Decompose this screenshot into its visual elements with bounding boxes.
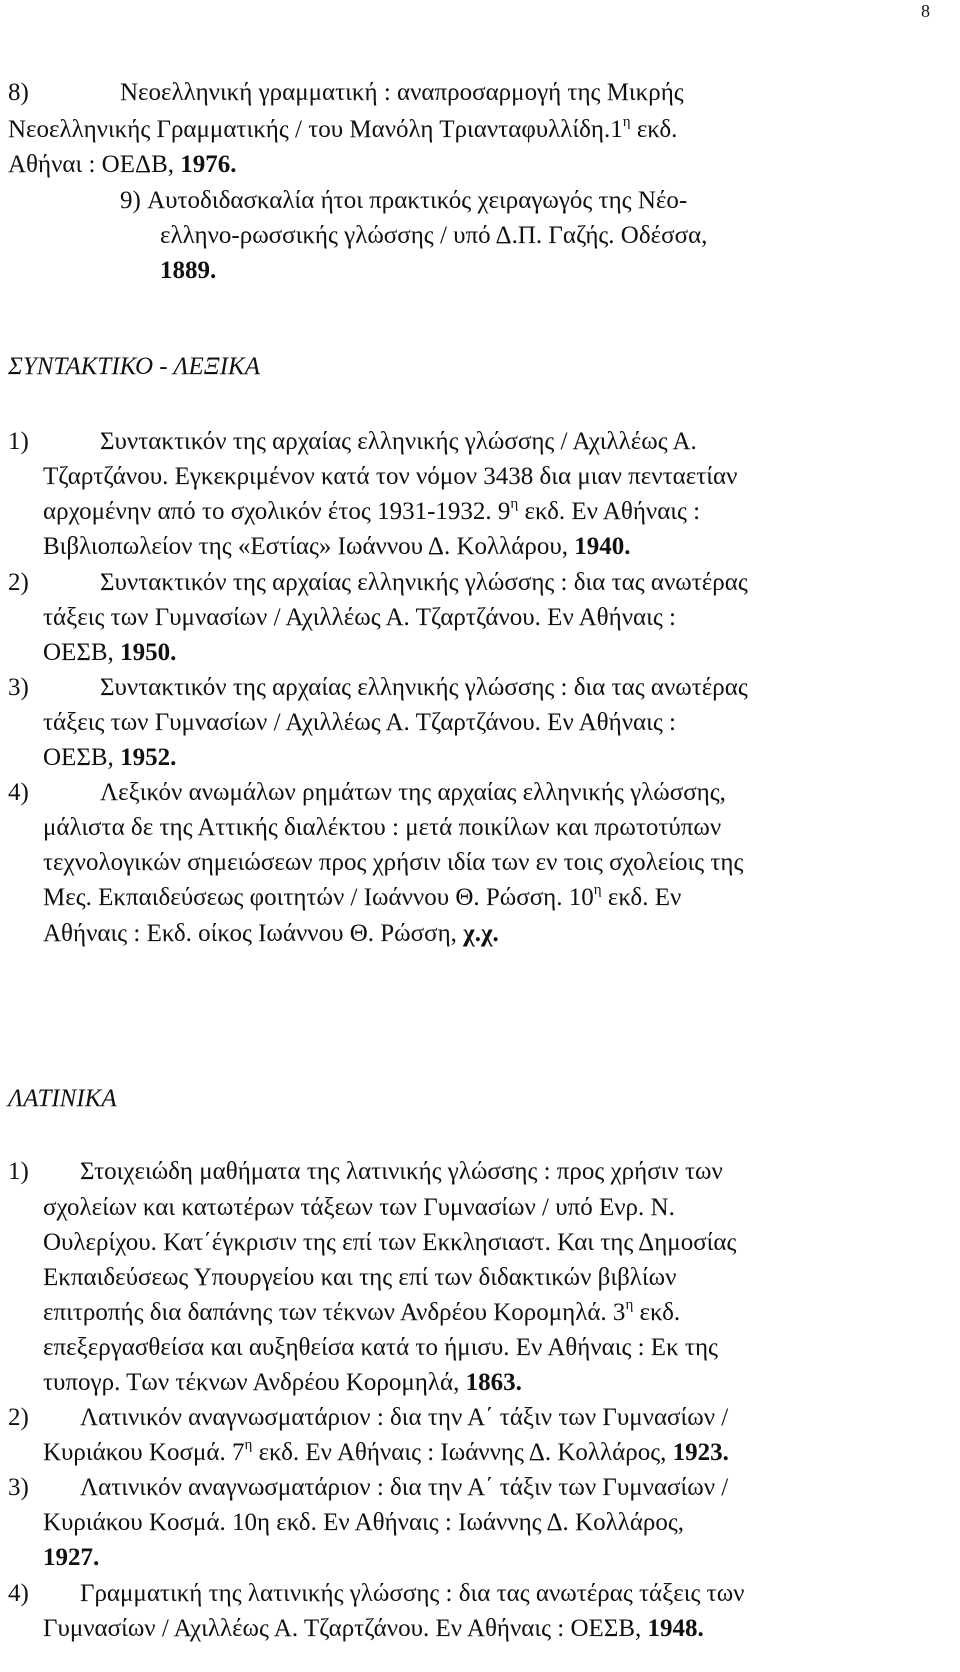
entry-number: 4) xyxy=(8,1580,29,1607)
entry-line: Κυριάκου Κοσμά. $7^\eta$ εκδ. Εν Αθήναις : Ιωάννης Δ. Κολλάρος, 1923. xyxy=(43,1437,729,1466)
entry-year: 1950. xyxy=(120,639,177,666)
entry-line: Γραμματική της λατινικής γλώσσης : δια τας ανωτέρας τάξεις των xyxy=(80,1580,745,1607)
entry-line: τεχνολογικών σημειώσεων προς χρήσιν ιδία των εν τοις σχολείοις της xyxy=(43,849,744,876)
entry-year: 1923. xyxy=(672,1439,729,1466)
entry-line: σχολείων και κατωτέρων τάξεων των Γυμνασίων / υπό Ενρ. Ν. xyxy=(43,1194,675,1221)
entry-line: ΟΕΣΒ, 1950. xyxy=(43,639,177,666)
entry-line: Λατινικόν αναγνωσματάριον : δια την Α΄ τάξιν των Γυμνασίων / xyxy=(80,1474,729,1501)
section-heading-syntax: ΣΥΝΤΑΚΤΙΚΟ - ΛΕΞΙΚΑ xyxy=(8,353,261,380)
entry-number: 2) xyxy=(8,569,29,596)
entry-line: επιτροπής δια δαπάνης των τέκνων Ανδρέου Κορομηλά. $3^\eta$ εκδ. xyxy=(43,1297,681,1326)
entry-line: Ουλερίχου. Κατ΄έγκρισιν της επί των Εκκλησιαστ. Και της Δημοσίας xyxy=(43,1229,737,1256)
section-heading-latin: ΛΑΤΙΝΙΚΑ xyxy=(8,1085,117,1112)
entry-year: 1863. xyxy=(465,1369,522,1396)
entry-line: Νεοελληνικής Γραμματικής / του Μανόλη $T\rho\iota\alpha\nu\tau\alpha\varphi\upsilon\lambda\lambda ί\delta\eta.1^\eta$ εκδ. xyxy=(8,114,678,143)
entry-year: 1889. xyxy=(160,257,217,284)
entry-year: 1948. xyxy=(647,1615,704,1642)
entry-line: τάξεις των Γυμνασίων / Αχιλλέως Α. Τζαρτζάνου. Εν Αθήναις : xyxy=(43,604,676,631)
entry-line xyxy=(43,1541,99,1575)
entry-number: 4) xyxy=(8,779,29,806)
entry-line: Γυμνασίων / Αχιλλέως Α. Τζαρτζάνου. Εν Αθήναις : ΟΕΣΒ, 1948. xyxy=(43,1615,704,1642)
entry-line: επεξεργασθείσα και αυξηθείσα κατά το ήμισυ. Εν Αθήναις : Εκ της xyxy=(43,1334,718,1361)
entry-line: Νεοελληνική γραμματική : αναπροσαρμογή της Μικρής xyxy=(120,79,684,106)
entry-line: ελληνο-ρωσσικής γλώσσης / υπό Δ.Π. Γαζής. Οδέσσα, xyxy=(160,222,708,249)
entry-line: ΟΕΣΒ, 1952. xyxy=(43,744,177,771)
entry-line: μάλιστα δε της Αττικής διαλέκτου : μετά ποικίλων και πρωτοτύπων xyxy=(43,814,722,841)
entry-line: Εκπαιδεύσεως Υπουργείου και της επί των διδακτικών βιβλίων xyxy=(43,1264,677,1291)
entry-line: Συντακτικόν της αρχαίας ελληνικής γλώσσης / Αχιλλέως Α. xyxy=(100,428,697,455)
entry-year: χ.χ. xyxy=(463,920,499,947)
entry-line: Αθήναι : ΟΕΔΒ, 1976. xyxy=(8,151,237,178)
entry-line: Συντακτικόν της αρχαίας ελληνικής γλώσσης : δια τας ανωτέρας xyxy=(100,674,748,701)
entry-line: Στοιχειώδη μαθήματα της λατινικής γλώσσης : προς χρήσιν των xyxy=(80,1158,723,1185)
entry-line: τάξεις των Γυμνασίων / Αχιλλέως Α. Τζαρτζάνου. Εν Αθήναις : xyxy=(43,709,676,736)
entry-line: Συντακτικόν της αρχαίας ελληνικής γλώσσης : δια τας ανωτέρας xyxy=(100,569,748,596)
entry-number: 8) xyxy=(8,79,29,106)
entry-year: 1976. xyxy=(180,151,237,178)
entry-line: 9) Αυτοδιδασκαλία ήτοι πρακτικός χειραγωγός της Νέο- xyxy=(120,187,688,214)
entry-line: Μες. Εκπαιδεύσεως φοιτητών / Ιωάννου Θ. Ρώσση. $10^\eta$ εκδ. Εν xyxy=(43,882,682,911)
entry-year: 1940. xyxy=(574,533,631,560)
entry-number: 1) xyxy=(8,428,29,455)
entry-number: 1) xyxy=(8,1158,29,1185)
entry-line: Λατινικόν αναγνωσματάριον : δια την Α΄ τάξιν των Γυμνασίων / xyxy=(80,1404,729,1431)
entry-number: 3) xyxy=(8,1474,29,1501)
entry-line xyxy=(160,254,216,288)
entry-line: Τζαρτζάνου. Εγκεκριμένον κατά τον νόμον 3438 δια μιαν πενταετίαν xyxy=(43,463,738,490)
entry-line: Λεξικόν ανωμάλων ρημάτων της αρχαίας ελληνικής γλώσσης, xyxy=(100,779,726,806)
entry-year: 1927. xyxy=(43,1544,100,1571)
entry-year: 1952. xyxy=(120,744,177,771)
entry-line: Αθήναις : Εκδ. οίκος Ιωάννου Θ. Ρώσση, χ.χ. xyxy=(43,920,499,947)
entry-line: Κυριάκου Κοσμά. 10η εκδ. Εν Αθήναις : Ιωάννης Δ. Κολλάρος, xyxy=(43,1509,685,1536)
entry-line: Βιβλιοπωλείον της «Εστίας» Ιωάννου Δ. Κολλάρου, 1940. xyxy=(43,533,631,560)
page-number: 8 xyxy=(921,1,930,21)
entry-line: αρχομένην από το σχολικόν έτος 1931-1932. $9^\eta$ εκδ. Εν Αθήναις : xyxy=(43,496,701,525)
entry-line: τυπογρ. Των τέκνων Ανδρέου Κορομηλά, 1863. xyxy=(43,1369,522,1396)
entry-number: 2) xyxy=(8,1404,29,1431)
entry-number: 3) xyxy=(8,674,29,701)
